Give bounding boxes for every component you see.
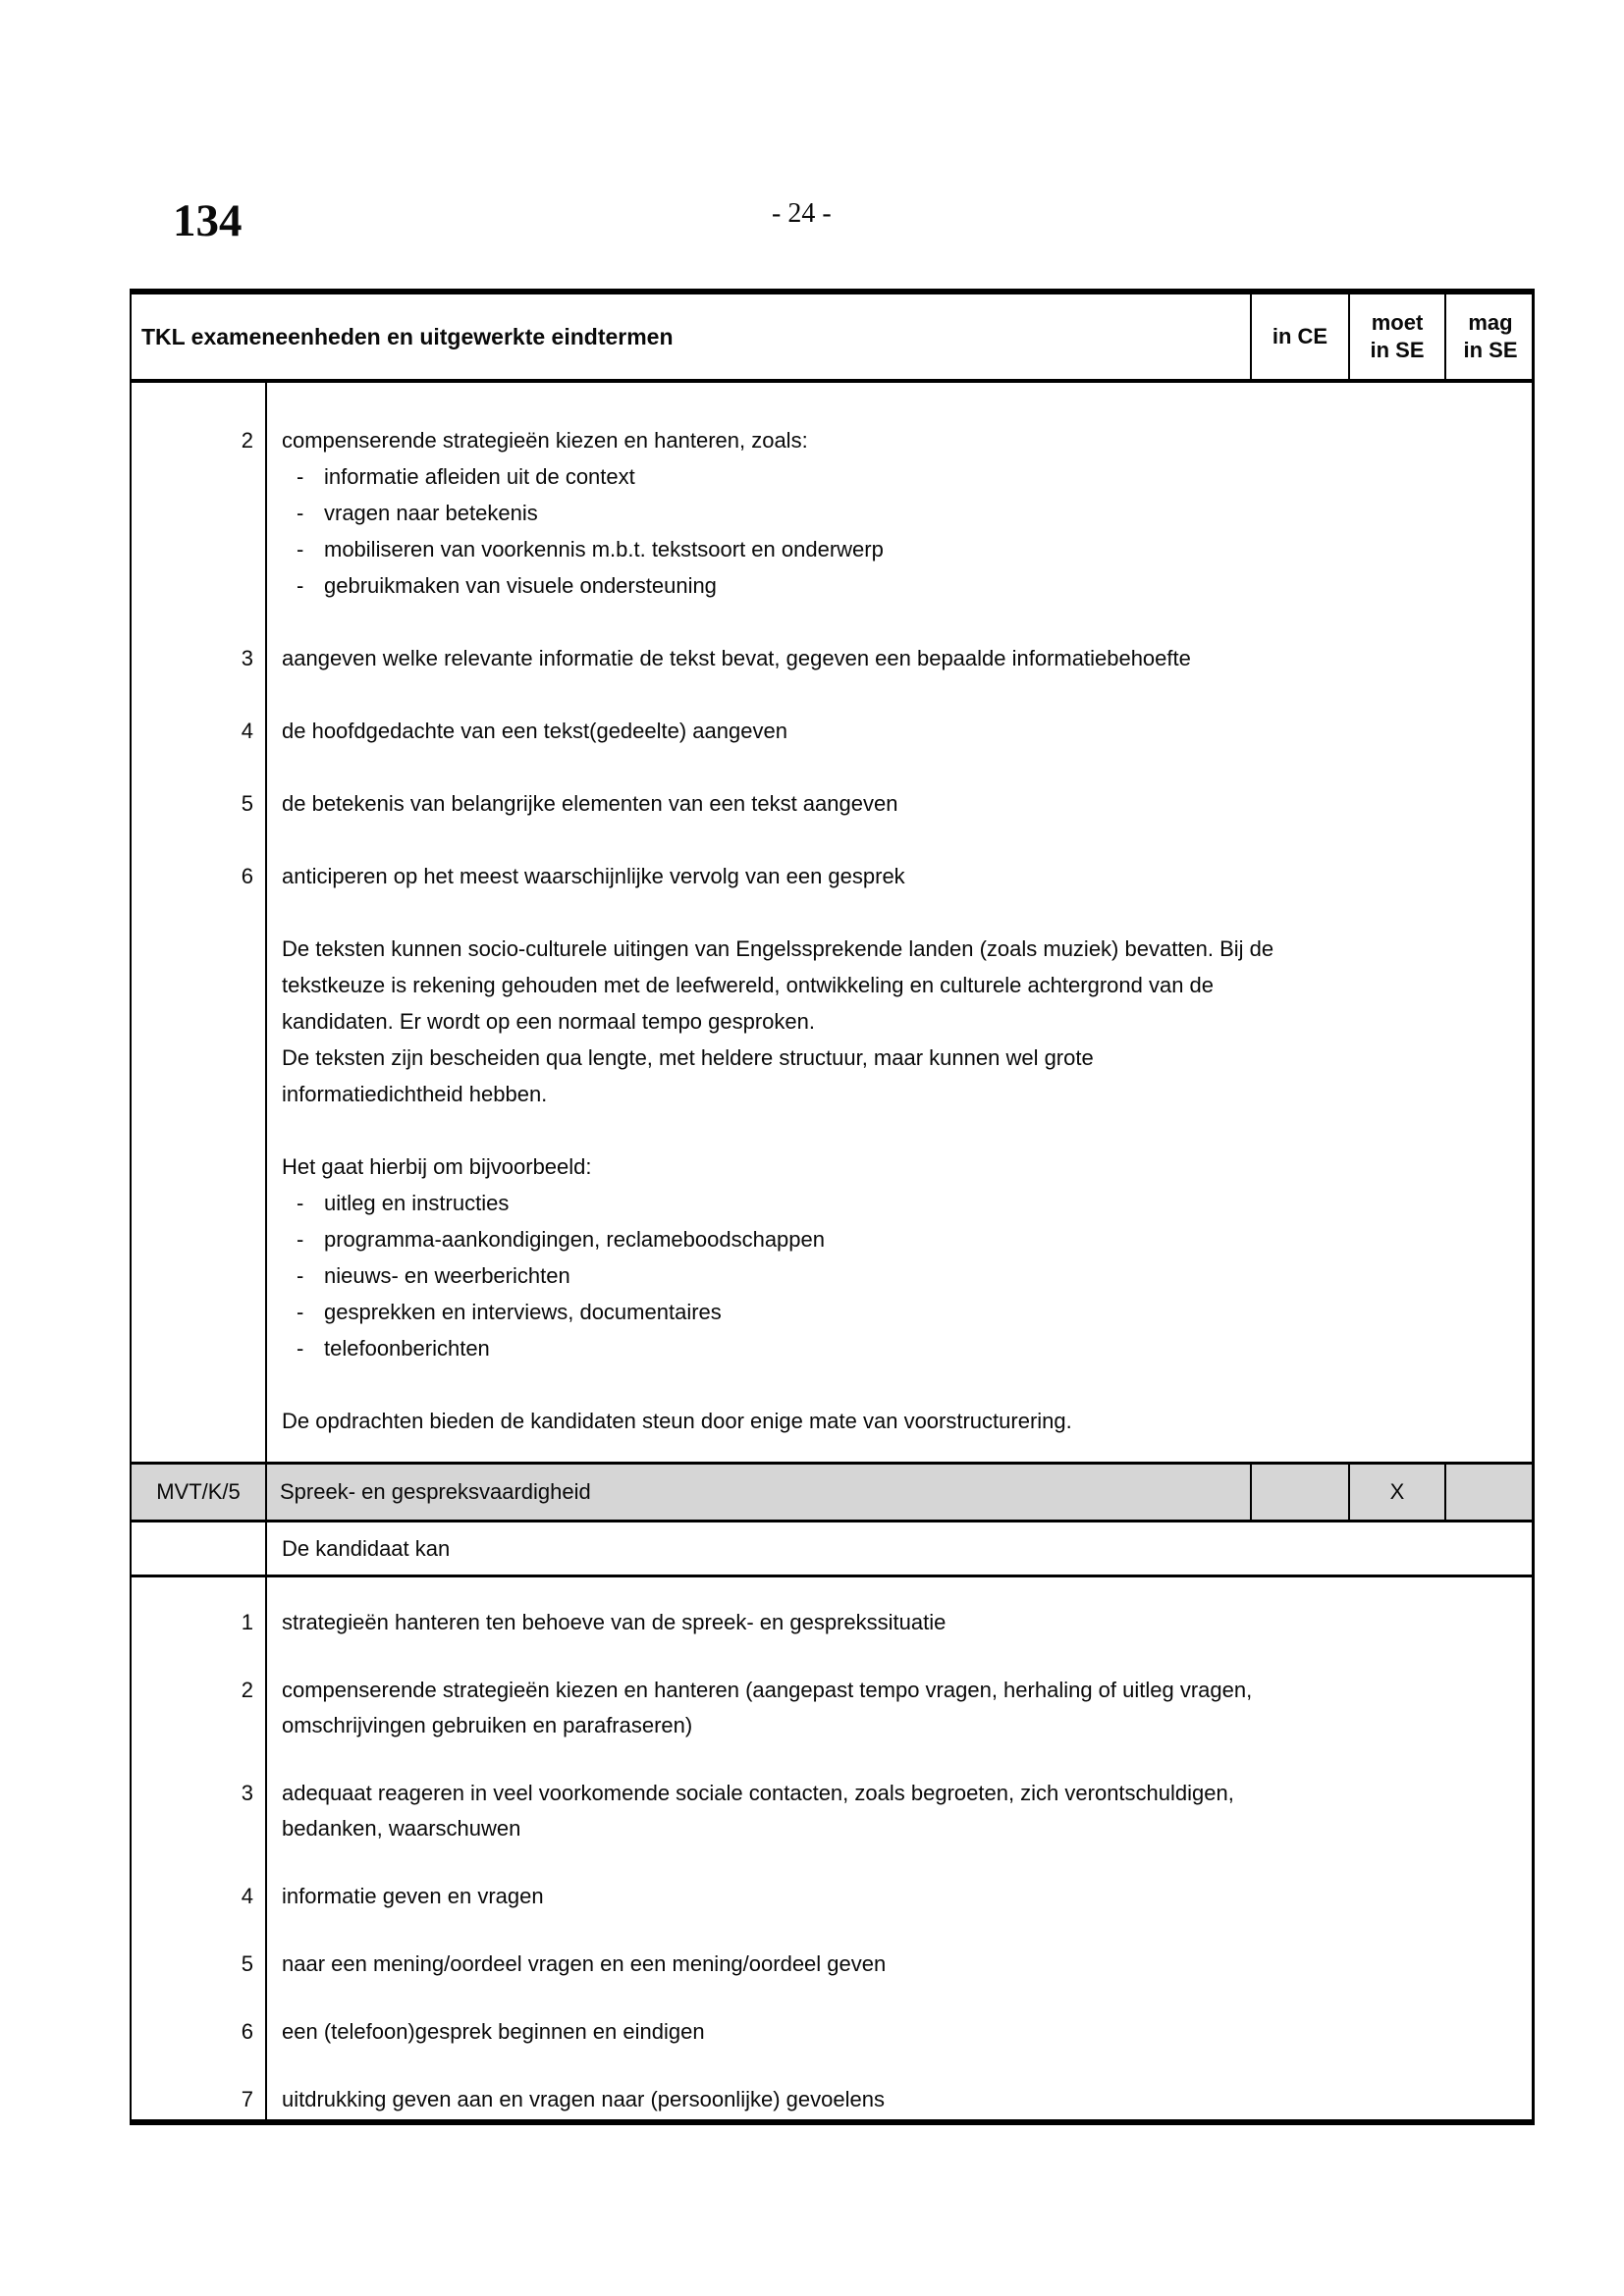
list-item [132, 422, 1532, 458]
item-number: 3 [241, 646, 253, 670]
list-item [132, 1947, 1532, 1982]
bullet-text: vragen naar betekenis [324, 501, 538, 525]
bullet-text: nieuws- en weerberichten [324, 1263, 570, 1288]
item-number: 6 [241, 864, 253, 888]
bullet-text: gesprekken en interviews, documentaires [324, 1300, 722, 1324]
listening-section-body [130, 383, 1535, 1465]
list-item [132, 1605, 1532, 1640]
bullet-item [297, 1330, 1532, 1366]
list-item [132, 785, 1532, 822]
paragraph-line: De teksten kunnen socio-culturele uitingen van Engelssprekende landen (zoals muziek) bevatten. Bij de [282, 936, 1274, 961]
item-number: 5 [241, 1951, 253, 1976]
description-paragraph [132, 931, 1532, 1112]
list-item [132, 713, 1532, 749]
item-number: 1 [241, 1610, 253, 1634]
bullet-dash: - [297, 1336, 304, 1361]
column-header-line: in SE [1370, 338, 1425, 362]
column-header-line: moet [1371, 310, 1424, 335]
examples-intro: Het gaat hierbij om bijvoorbeeld: [282, 1154, 592, 1179]
item-text-line: compenserende strategieën kiezen en hanteren (aangepast tempo vragen, herhaling of uitleg vragen, [282, 1678, 1253, 1702]
paragraph-line: kandidaten. Er wordt op een normaal tempo gesproken. [282, 1009, 815, 1034]
unit-row-mvt-k5 [130, 1465, 1535, 1522]
kandidaat-kan-row [130, 1522, 1535, 1577]
paragraph-line: tekstkeuze is rekening gehouden met de leefwereld, ontwikkeling en culturele achtergrond van de [282, 973, 1215, 997]
item-text-line: informatie geven en vragen [282, 1884, 544, 1908]
number-column-divider [265, 383, 267, 1462]
bullet-item [297, 531, 1532, 567]
list-item [132, 2014, 1532, 2050]
table-header-row [130, 289, 1535, 383]
bullet-text: mobiliseren van voorkennis m.b.t. tekstsoort en onderwerp [324, 537, 884, 561]
column-divider [1250, 1465, 1252, 1520]
page-number-centered: - 24 - [772, 198, 832, 229]
bullet-dash: - [297, 573, 304, 598]
bullet-text: programma-aankondigingen, reclameboodschappen [324, 1227, 825, 1252]
eindtermen-table [130, 289, 1535, 2125]
list-item [132, 2082, 1532, 2117]
column-header-in-ce: in CE [1272, 324, 1328, 348]
bullet-dash: - [297, 1263, 304, 1288]
column-divider [265, 1465, 267, 1520]
bullet-item [297, 458, 1532, 495]
list-item [132, 640, 1532, 676]
item-number: 6 [241, 2019, 253, 2044]
item-text: de hoofdgedachte van een tekst(gedeelte) aangeven [282, 719, 787, 743]
bullet-item [297, 1221, 1532, 1257]
moet-in-se-mark: X [1389, 1479, 1405, 1504]
item-number: 3 [241, 1781, 253, 1805]
item-text-line: adequaat reageren in veel voorkomende sociale contacten, zoals begroeten, zich verontschuldigen, [282, 1781, 1234, 1805]
unit-code: MVT/K/5 [156, 1479, 241, 1504]
bullet-item [297, 1257, 1532, 1294]
bullet-dash: - [297, 464, 304, 489]
paragraph-line: De teksten zijn bescheiden qua lengte, met heldere structuur, maar kunnen wel grote [282, 1045, 1094, 1070]
item-text: anticiperen op het meest waarschijnlijke vervolg van een gesprek [282, 864, 905, 888]
column-header-line: in SE [1463, 338, 1518, 362]
item-text-line: een (telefoon)gesprek beginnen en eindigen [282, 2019, 705, 2044]
bullet-item [297, 1294, 1532, 1330]
bullet-item [297, 495, 1532, 531]
bullet-text: telefoonberichten [324, 1336, 490, 1361]
unit-title: Spreek- en gespreksvaardigheid [280, 1479, 591, 1504]
item-text-line: omschrijvingen gebruiken en parafraseren) [282, 1713, 693, 1737]
list-item [132, 1879, 1532, 1914]
speaking-section-body [130, 1577, 1535, 2125]
bullet-dash: - [297, 1191, 304, 1215]
list-item [132, 1776, 1532, 1846]
item-text: compenserende strategieën kiezen en hanteren, zoals: [282, 428, 808, 453]
number-column-divider [265, 1577, 267, 2119]
bullet-item [297, 567, 1532, 604]
table-title: TKL exameneenheden en uitgewerkte eindtermen [141, 323, 674, 349]
item-text-line: uitdrukking geven aan en vragen naar (persoonlijke) gevoelens [282, 2087, 885, 2111]
item-text-line: naar een mening/oordeel vragen en een mening/oordeel geven [282, 1951, 887, 1976]
item-text: aangeven welke relevante informatie de tekst bevat, gegeven een bepaalde informatiebehoefte [282, 646, 1191, 670]
item-number: 4 [241, 719, 253, 743]
item-number: 5 [241, 791, 253, 816]
list-item [132, 1673, 1532, 1743]
bullet-text: gebruikmaken van visuele ondersteuning [324, 573, 717, 598]
bullet-text: uitleg en instructies [324, 1191, 510, 1215]
column-header-moet-in-se [1350, 294, 1444, 379]
column-divider [1444, 1465, 1446, 1520]
bullet-dash: - [297, 1227, 304, 1252]
item-text-line: strategieën hanteren ten behoeve van de spreek- en gesprekssituatie [282, 1610, 947, 1634]
bullet-dash: - [297, 501, 304, 525]
bullet-dash: - [297, 1300, 304, 1324]
kandidaat-kan-text: De kandidaat kan [282, 1535, 451, 1561]
item-number: 2 [241, 1678, 253, 1702]
item-number: 7 [241, 2087, 253, 2111]
list-item [132, 858, 1532, 894]
closing-sentence: De opdrachten bieden de kandidaten steun door enige mate van voorstructurering. [282, 1409, 1072, 1433]
item-number: 2 [241, 428, 253, 453]
item-text-line: bedanken, waarschuwen [282, 1816, 521, 1841]
bullet-dash: - [297, 537, 304, 561]
column-header-mag-in-se [1446, 294, 1535, 379]
bullet-item [297, 1185, 1532, 1221]
column-divider [265, 1522, 267, 1575]
bullet-text: informatie afleiden uit de context [324, 464, 635, 489]
item-text: de betekenis van belangrijke elementen van een tekst aangeven [282, 791, 898, 816]
item-number: 4 [241, 1884, 253, 1908]
paragraph-line: informatiedichtheid hebben. [282, 1082, 548, 1106]
page-number-printed: 134 [173, 195, 243, 246]
column-header-line: mag [1468, 310, 1513, 335]
